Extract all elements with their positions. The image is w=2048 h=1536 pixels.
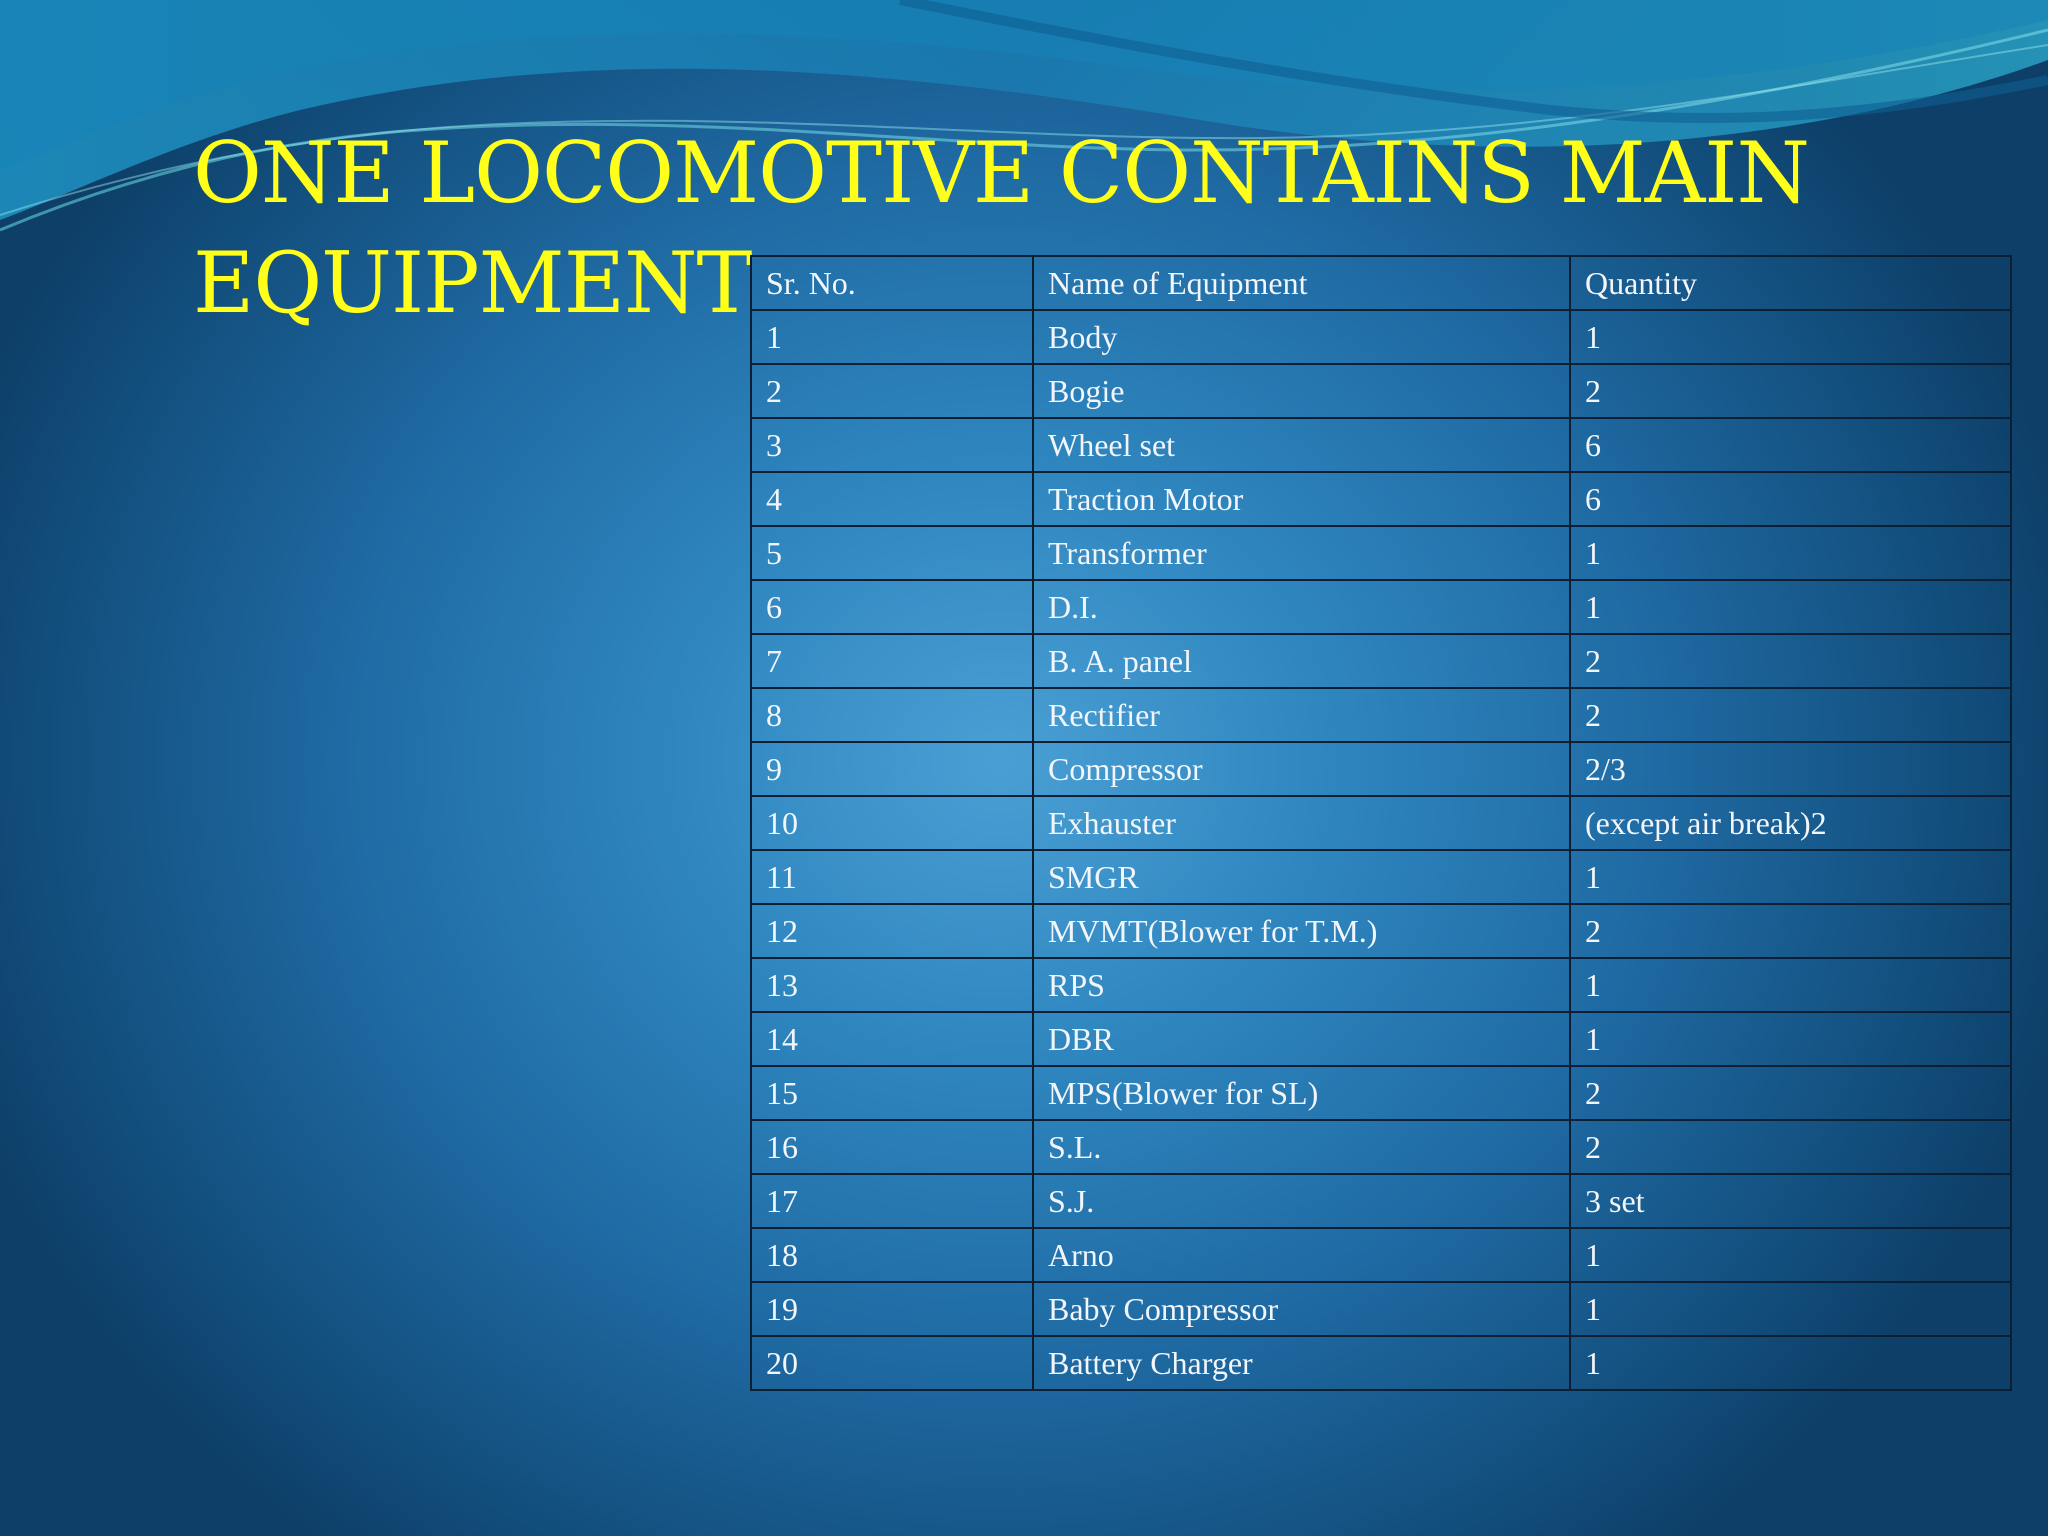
equipment-name-cell: S.L. <box>1033 1120 1570 1174</box>
sr-no-cell: 15 <box>751 1066 1033 1120</box>
table-header-row <box>751 256 2011 310</box>
sr-no-cell: 6 <box>751 580 1033 634</box>
equipment-name-cell: Exhauster <box>1033 796 1570 850</box>
equipment-name-cell: Body <box>1033 310 1570 364</box>
quantity-cell: 2 <box>1570 1066 2011 1120</box>
sr-no-cell: 9 <box>751 742 1033 796</box>
equipment-table-container <box>750 255 2012 1391</box>
table-row <box>751 850 2011 904</box>
quantity-cell: 2 <box>1570 688 2011 742</box>
equipment-name-cell: SMGR <box>1033 850 1570 904</box>
sr-no-cell: 2 <box>751 364 1033 418</box>
equipment-name-cell: DBR <box>1033 1012 1570 1066</box>
column-header-name-of-equipment: Name of Equipment <box>1033 256 1570 310</box>
table-row <box>751 472 2011 526</box>
sr-no-cell: 10 <box>751 796 1033 850</box>
equipment-name-cell: S.J. <box>1033 1174 1570 1228</box>
table-row <box>751 364 2011 418</box>
table-row <box>751 580 2011 634</box>
table-row <box>751 526 2011 580</box>
column-header-quantity: Quantity <box>1570 256 2011 310</box>
equipment-name-cell: RPS <box>1033 958 1570 1012</box>
sr-no-cell: 12 <box>751 904 1033 958</box>
sr-no-cell: 7 <box>751 634 1033 688</box>
sr-no-cell: 8 <box>751 688 1033 742</box>
equipment-name-cell: Transformer <box>1033 526 1570 580</box>
table-row <box>751 796 2011 850</box>
table-row <box>751 688 2011 742</box>
sr-no-cell: 5 <box>751 526 1033 580</box>
equipment-name-cell: Wheel set <box>1033 418 1570 472</box>
quantity-cell: 6 <box>1570 472 2011 526</box>
table-row <box>751 742 2011 796</box>
equipment-name-cell: MVMT(Blower for T.M.) <box>1033 904 1570 958</box>
quantity-cell: 6 <box>1570 418 2011 472</box>
table-row <box>751 1120 2011 1174</box>
quantity-cell: 1 <box>1570 1228 2011 1282</box>
sr-no-cell: 4 <box>751 472 1033 526</box>
equipment-name-cell: Baby Compressor <box>1033 1282 1570 1336</box>
sr-no-cell: 13 <box>751 958 1033 1012</box>
quantity-cell: 1 <box>1570 526 2011 580</box>
equipment-name-cell: Bogie <box>1033 364 1570 418</box>
quantity-cell: 1 <box>1570 310 2011 364</box>
sr-no-cell: 1 <box>751 310 1033 364</box>
equipment-name-cell: Battery Charger <box>1033 1336 1570 1390</box>
quantity-cell: 2 <box>1570 904 2011 958</box>
sr-no-cell: 11 <box>751 850 1033 904</box>
quantity-cell: 1 <box>1570 850 2011 904</box>
column-header-sr-no: Sr. No. <box>751 256 1033 310</box>
equipment-name-cell: Traction Motor <box>1033 472 1570 526</box>
table-row <box>751 1228 2011 1282</box>
table-row <box>751 1012 2011 1066</box>
equipment-name-cell: D.I. <box>1033 580 1570 634</box>
equipment-name-cell: MPS(Blower for SL) <box>1033 1066 1570 1120</box>
table-row <box>751 1066 2011 1120</box>
table-row <box>751 1174 2011 1228</box>
quantity-cell: 2 <box>1570 1120 2011 1174</box>
quantity-cell: 1 <box>1570 1012 2011 1066</box>
table-row <box>751 310 2011 364</box>
quantity-cell: 1 <box>1570 580 2011 634</box>
quantity-cell: 2/3 <box>1570 742 2011 796</box>
table-row <box>751 634 2011 688</box>
equipment-name-cell: Compressor <box>1033 742 1570 796</box>
equipment-name-cell: Arno <box>1033 1228 1570 1282</box>
quantity-cell: (except air break)2 <box>1570 796 2011 850</box>
table-row <box>751 904 2011 958</box>
quantity-cell: 1 <box>1570 1282 2011 1336</box>
sr-no-cell: 14 <box>751 1012 1033 1066</box>
quantity-cell: 1 <box>1570 958 2011 1012</box>
table-row <box>751 958 2011 1012</box>
quantity-cell: 2 <box>1570 634 2011 688</box>
quantity-cell: 1 <box>1570 1336 2011 1390</box>
sr-no-cell: 18 <box>751 1228 1033 1282</box>
quantity-cell: 2 <box>1570 364 2011 418</box>
sr-no-cell: 3 <box>751 418 1033 472</box>
table-row <box>751 1282 2011 1336</box>
table-row <box>751 418 2011 472</box>
equipment-name-cell: B. A. panel <box>1033 634 1570 688</box>
quantity-cell: 3 set <box>1570 1174 2011 1228</box>
sr-no-cell: 16 <box>751 1120 1033 1174</box>
table-row <box>751 1336 2011 1390</box>
slide-title: ONE LOCOMOTIVE CONTAINS MAIN EQUIPMENT <box>193 124 1809 332</box>
sr-no-cell: 19 <box>751 1282 1033 1336</box>
sr-no-cell: 20 <box>751 1336 1033 1390</box>
equipment-name-cell: Rectifier <box>1033 688 1570 742</box>
equipment-table <box>750 255 2012 1391</box>
sr-no-cell: 17 <box>751 1174 1033 1228</box>
